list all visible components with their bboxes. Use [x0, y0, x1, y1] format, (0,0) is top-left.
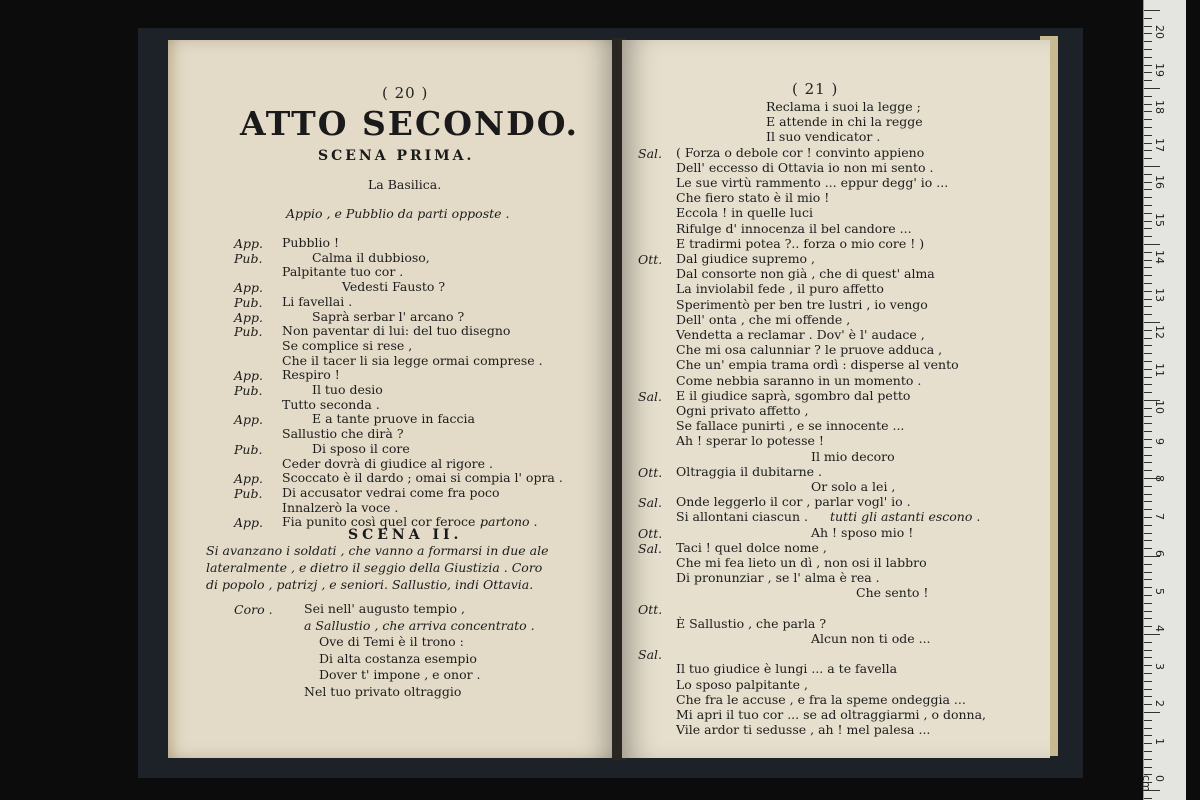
ruler-tick — [1144, 353, 1152, 354]
ruler-tick — [1144, 673, 1152, 674]
ruler-label: 4 — [1153, 625, 1166, 632]
verse-line: E attende in chi la regge — [766, 114, 923, 130]
ruler-tick — [1144, 759, 1152, 760]
ruler-tick — [1144, 213, 1152, 214]
speaker-label: App. — [234, 515, 264, 531]
ruler-tick — [1144, 579, 1152, 580]
verse-line: Che il tacer li sia legge ormai comprese . — [282, 352, 543, 368]
measuring-ruler — [1140, 0, 1186, 800]
ruler-tick — [1144, 735, 1152, 736]
ruler-tick — [1144, 72, 1152, 73]
ruler-tick — [1144, 525, 1152, 526]
ruler-label: 18 — [1153, 100, 1166, 114]
ruler-tick — [1144, 392, 1152, 393]
verse-line: Onde leggerlo il cor , parlar vogl' io . — [676, 494, 911, 510]
ruler-tick — [1144, 416, 1152, 417]
speaker-label: App. — [234, 236, 264, 251]
verse-line: La inviolabil fede , il puro affetto — [676, 281, 884, 297]
ruler-label: 11 — [1153, 362, 1166, 377]
ruler-tick — [1144, 10, 1160, 11]
ruler-tick — [1144, 603, 1152, 604]
verse-line: Il tuo desio — [312, 382, 383, 397]
verse-line: Ah ! sperar lo potesse ! — [676, 433, 824, 449]
scene-direction-line: Si avanzano i soldati , che vanno a formarsi in due ale — [206, 543, 549, 558]
ruler-tick — [1144, 80, 1152, 81]
verse-line: ( Forza o debole cor ! convinto appieno — [676, 144, 925, 160]
verse-line: E a tante pruove in faccia — [312, 411, 475, 427]
ruler-label: 1 — [1153, 737, 1166, 745]
ruler-tick — [1144, 228, 1152, 229]
ruler-tick — [1144, 88, 1160, 89]
ruler-tick — [1144, 158, 1152, 159]
ruler-tick — [1144, 720, 1152, 721]
verse-line: Come nebbia saranno in un momento . — [676, 372, 922, 388]
ruler-tick — [1144, 704, 1152, 705]
verse-line: Innalzerò la voce . — [282, 499, 399, 515]
verse-line: Mi apri il tuo cor ... se ad oltraggiarmi , o donna, — [676, 707, 987, 722]
verse-line: Non paventar di lui: del tuo disegno — [282, 323, 511, 339]
ruler-tick — [1144, 299, 1152, 300]
verse-line: Che fiero stato è il mio ! — [676, 190, 830, 206]
verse-line: Ogni privato affetto , — [676, 403, 809, 418]
ruler-tick — [1144, 767, 1152, 768]
ruler-tick — [1144, 252, 1152, 253]
scene-direction-line: di popolo , patrizj , e seniori. Sallustio, indi Ottavia. — [206, 577, 534, 592]
speaker-label: Sal. — [638, 145, 662, 161]
speaker-label: App. — [234, 309, 264, 325]
scene-heading-2: SCENA II. — [348, 527, 463, 543]
verse-line: Che sento ! — [856, 585, 929, 601]
ruler-tick — [1144, 665, 1152, 666]
ruler-tick — [1144, 221, 1152, 222]
verse-line: Fia punito così quel cor feroce . — [282, 514, 484, 530]
verse-line: Che mi osa calunniar ? le pruove adduca , — [676, 342, 943, 358]
ruler-label: 15 — [1153, 212, 1166, 227]
ruler-label: 3 — [1153, 662, 1166, 670]
verse-line: Saprà serbar l' arcano ? — [312, 308, 465, 324]
ruler-tick — [1144, 18, 1152, 19]
verse-line: Scoccato è il dardo ; omai si compia l' opra . — [282, 470, 563, 486]
ruler-tick — [1144, 611, 1152, 612]
ruler-tick — [1144, 338, 1152, 339]
speaker-label: Pub. — [234, 294, 263, 310]
ruler-tick — [1144, 267, 1152, 268]
speaker-label: Pub. — [234, 250, 263, 266]
speaker-label: Sal. — [638, 647, 662, 663]
ruler-tick — [1144, 642, 1152, 643]
ruler-tick — [1144, 244, 1160, 245]
ruler-tick — [1144, 384, 1152, 385]
verse-line: Vendetta a reclamar . Dov' è l' audace , — [676, 327, 925, 342]
ruler-label: 5 — [1153, 587, 1166, 595]
verse-line: Dover t' impone , e onor . — [319, 667, 481, 682]
verse-line: Nel tuo privato oltraggio — [304, 683, 462, 699]
stage-direction: Appio , e Pubblio da parti opposte . — [286, 206, 510, 221]
verse-line: Lo sposo palpitante , — [676, 676, 809, 692]
ruler-tick — [1144, 751, 1152, 752]
verse-line: a Sallustio , che arriva concentrato . — [304, 617, 535, 633]
speaker-label: App. — [234, 412, 264, 428]
speaker-label: Ott. — [638, 525, 663, 541]
speaker-label: Sal. — [638, 388, 662, 404]
verse-line: Vile ardor ti sedusse , ah ! mel palesa ... — [676, 722, 931, 738]
stage-direction: tutti gli astanti escono . — [830, 509, 981, 525]
ruler-tick — [1144, 96, 1152, 97]
verse-line: Di sposo il core — [312, 440, 410, 456]
verse-line: Eccola ! in quelle luci — [676, 205, 813, 221]
ruler-tick — [1144, 595, 1152, 596]
verse-line: Di alta costanza esempio — [319, 650, 477, 666]
ruler-tick — [1144, 517, 1152, 518]
verse-line: Che mi fea lieto un dì , non osi il labbro — [676, 555, 927, 570]
verse-line: Il mio decoro — [811, 448, 895, 464]
ruler-label: 19 — [1153, 62, 1166, 77]
verse-line: Di accusator vedrai come fra poco — [282, 484, 500, 500]
ruler-tick — [1144, 696, 1152, 697]
verse-line: È Sallustio , che parla ? — [676, 615, 827, 631]
verse-line: Sperimentò per ben tre lustri , io vengo — [676, 296, 928, 312]
ruler-tick — [1144, 57, 1152, 58]
ruler-tick — [1144, 462, 1152, 463]
verse-line: E il giudice saprà, sgombro dal petto — [676, 387, 911, 403]
ruler-tick — [1144, 657, 1152, 658]
verse-line: Che fra le accuse , e fra la speme ondeggia ... — [676, 691, 966, 707]
ruler-tick — [1144, 33, 1152, 34]
verse-line: Pubblio ! — [282, 235, 339, 250]
verse-line: Reclama i suoi la legge ; — [766, 99, 921, 114]
ruler-tick — [1144, 618, 1152, 619]
right-page — [622, 40, 1050, 758]
ruler-tick — [1144, 743, 1152, 744]
verse-line: Ah ! sposo mio ! — [811, 524, 914, 540]
verse-line: Vedesti Fausto ? — [342, 279, 446, 295]
ruler-tick — [1144, 26, 1152, 27]
act-title: ATTO SECONDO. — [240, 104, 580, 143]
verse-line: Respiro ! — [282, 367, 340, 383]
verse-line: Or solo a lei , — [811, 479, 896, 494]
ruler-tick — [1144, 41, 1152, 42]
ruler-tick — [1144, 634, 1160, 635]
setting-line: La Basilica. — [368, 177, 442, 192]
ruler-tick — [1144, 322, 1160, 323]
speaker-label: Pub. — [234, 485, 263, 501]
verse-line: Ceder dovrà di giudice al rigore . — [282, 455, 493, 471]
ruler-tick — [1144, 205, 1152, 206]
speaker-label: Ott. — [638, 601, 663, 617]
verse-line: Sei nell' augusto tempio , — [304, 601, 466, 616]
speaker-label: App. — [234, 471, 264, 487]
verse-line: Dal giudice supremo , — [676, 251, 816, 266]
ruler-tick — [1144, 260, 1152, 261]
ruler-tick — [1144, 150, 1152, 151]
ruler-tick — [1144, 369, 1152, 370]
ruler-tick — [1144, 197, 1152, 198]
speaker-label: Pub. — [234, 383, 263, 398]
speaker-label: Pub. — [234, 441, 263, 457]
page-number: ( 21 ) — [792, 80, 839, 98]
ruler-tick — [1144, 166, 1160, 167]
ruler-label: 20 — [1153, 25, 1166, 39]
ruler-label: 2 — [1153, 700, 1166, 707]
verse-line: Che un' empia trama ordì : disperse al vento — [676, 357, 959, 373]
ruler-tick — [1144, 486, 1152, 487]
ruler-tick — [1144, 291, 1152, 292]
verse-line: Li favellai . — [282, 293, 353, 309]
ruler-tick — [1144, 587, 1152, 588]
ruler-tick — [1144, 283, 1152, 284]
ruler-tick — [1144, 236, 1152, 237]
ruler-tick — [1144, 174, 1152, 175]
ruler-tick — [1144, 548, 1152, 549]
speaker-label: Pub. — [234, 324, 263, 340]
ruler-label: 16 — [1153, 175, 1166, 189]
verse-line: E tradirmi potea ?.. forza o mio core ! ) — [676, 235, 925, 251]
ruler-tick — [1144, 377, 1152, 378]
ruler-tick — [1144, 501, 1152, 502]
ruler-label: 10 — [1153, 400, 1166, 414]
ruler-label: 17 — [1153, 137, 1166, 152]
ruler-tick — [1144, 572, 1152, 573]
ruler-tick — [1144, 681, 1152, 682]
ruler-tick — [1144, 626, 1152, 627]
ruler-label: 6 — [1153, 550, 1166, 557]
speaker-label: Sal. — [638, 540, 662, 556]
stage-direction: partono . — [480, 514, 538, 530]
ruler-tick — [1144, 127, 1152, 128]
ruler-tick — [1144, 49, 1152, 50]
speaker-label: Ott. — [638, 464, 663, 480]
ruler-tick — [1144, 564, 1152, 565]
speaker-label: App. — [234, 280, 264, 296]
scene-direction-line: lateralmente , e dietro il seggio della Giustizia . Coro — [206, 560, 543, 575]
ruler-tick — [1144, 509, 1152, 510]
verse-line: Sallustio che dirà ? — [282, 426, 404, 442]
scene-heading: SCENA PRIMA. — [318, 148, 475, 164]
ruler-tick — [1144, 104, 1152, 105]
speaker-label: App. — [234, 368, 264, 384]
ruler-tick — [1144, 689, 1152, 690]
speaker-label: Coro . — [234, 602, 273, 617]
ruler-tick — [1144, 306, 1152, 307]
ruler-tick — [1144, 135, 1152, 136]
ruler-tick — [1144, 728, 1152, 729]
verse-line: Alcun non ti ode ... — [811, 631, 931, 646]
ruler-label: 14 — [1153, 250, 1166, 264]
ruler-tick — [1144, 470, 1152, 471]
verse-line: Dal consorte non già , che di quest' alma — [676, 266, 935, 282]
verse-line: Se complice si rese , — [282, 337, 413, 353]
verse-line: Le sue virtù rammento ... eppur degg' io ... — [676, 175, 949, 190]
ruler-tick — [1144, 408, 1152, 409]
ruler-tick — [1144, 275, 1152, 276]
verse-line: Il suo vendicator . — [766, 129, 881, 145]
ruler-tick — [1144, 330, 1152, 331]
ruler-tick — [1144, 143, 1152, 144]
verse-line: Si allontani ciascun . — [676, 509, 808, 525]
ruler-label: 13 — [1153, 287, 1166, 302]
verse-line: Ove di Temi è il trono : — [319, 634, 464, 649]
verse-line: Palpitante tuo cor . — [282, 264, 404, 280]
ruler-tick — [1144, 182, 1152, 183]
verse-line: Tutto seconda . — [282, 396, 380, 412]
verse-line: Dell' eccesso di Ottavia io non mi sento . — [676, 159, 934, 175]
verse-line: Il tuo giudice è lungi ... a te favella — [676, 661, 898, 677]
verse-line: Calma il dubbioso, — [312, 249, 430, 265]
ruler-tick — [1144, 533, 1152, 534]
speaker-label: Ott. — [638, 252, 663, 267]
ruler-tick — [1144, 345, 1152, 346]
ruler-label: 0 cm — [1140, 775, 1166, 792]
ruler-label: 8 — [1153, 475, 1166, 482]
ruler-label: 9 — [1153, 437, 1166, 445]
ruler-tick — [1144, 423, 1152, 424]
ruler-tick — [1144, 798, 1152, 799]
page-number: ( 20 ) — [382, 84, 429, 102]
ruler-tick — [1144, 119, 1152, 120]
verse-line: Rifulge d' innocenza il bel candore ... — [676, 220, 912, 236]
verse-line: Oltraggia il dubitarne . — [676, 463, 822, 479]
speaker-label: Sal. — [638, 495, 662, 511]
ruler-tick — [1144, 65, 1152, 66]
ruler-tick — [1144, 540, 1152, 541]
ruler-tick — [1144, 494, 1152, 495]
ruler-tick — [1144, 189, 1152, 190]
ruler-tick — [1144, 361, 1152, 362]
ruler-tick — [1144, 439, 1152, 440]
ruler-label: 12 — [1153, 325, 1166, 339]
ruler-tick — [1144, 447, 1152, 448]
ruler-label: 7 — [1153, 512, 1166, 520]
verse-line: Di pronunziar , se l' alma è rea . — [676, 570, 880, 586]
verse-line: Taci ! quel dolce nome , — [676, 539, 827, 555]
verse-line: Dell' onta , che mi offende , — [676, 311, 851, 327]
ruler-tick — [1144, 111, 1152, 112]
ruler-tick — [1144, 650, 1152, 651]
left-page — [168, 40, 616, 758]
ruler-tick — [1144, 314, 1152, 315]
ruler-tick — [1144, 431, 1152, 432]
ruler-tick — [1144, 712, 1160, 713]
ruler-tick — [1144, 455, 1152, 456]
verse-line: Se fallace punirti , e se innocente ... — [676, 418, 905, 434]
